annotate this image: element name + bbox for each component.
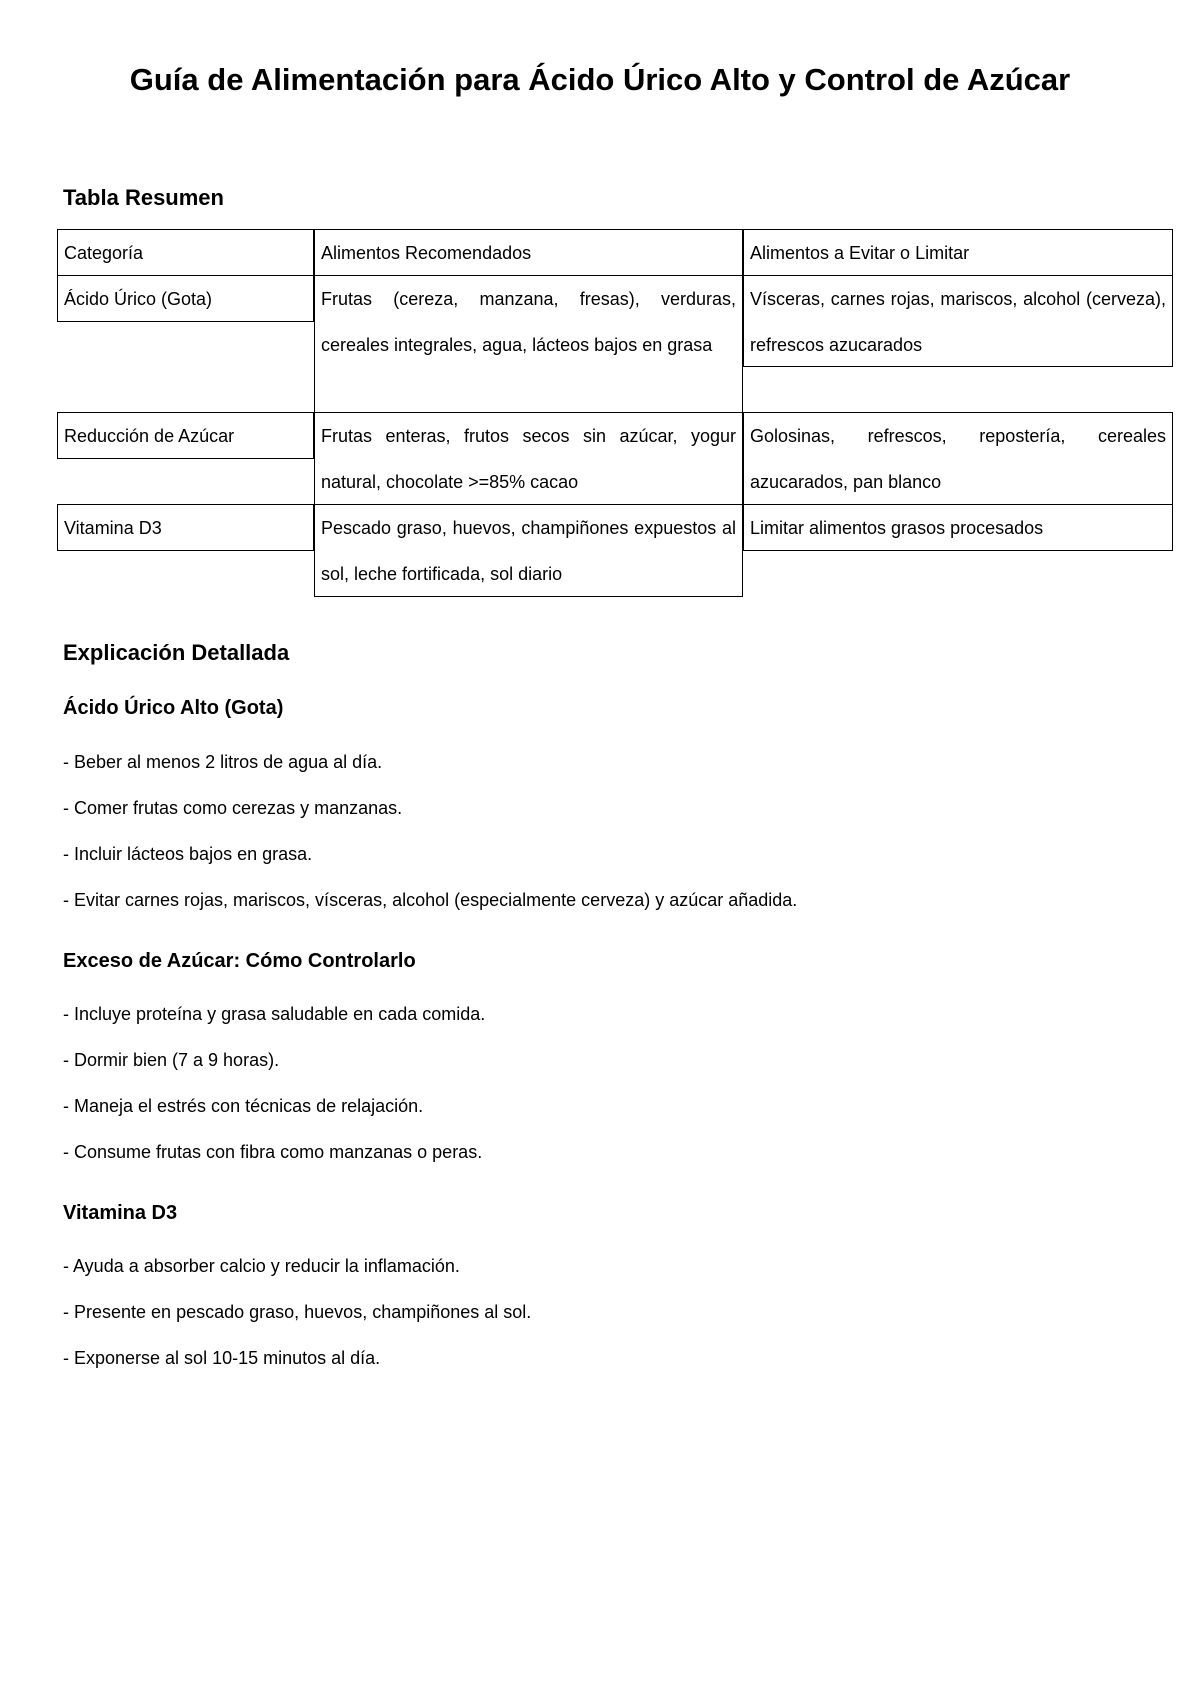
list-item: - Ayuda a absorber calcio y reducir la inflamación. <box>63 1256 460 1276</box>
page-title: Guía de Alimentación para Ácido Úrico Alto y Control de Azúcar <box>129 62 1071 97</box>
list-item: - Incluir lácteos bajos en grasa. <box>63 844 313 864</box>
table-header-recommended: Alimentos Recomendados <box>314 229 743 276</box>
vitamin-d3-list <box>63 1243 531 1381</box>
table-header-avoid: Alimentos a Evitar o Limitar <box>743 229 1173 276</box>
section-heading-vitamin-d3: Vitamina D3 <box>63 1202 178 1224</box>
table-cell-avoid: Limitar alimentos grasos procesados <box>743 504 1173 551</box>
list-item: - Beber al menos 2 litros de agua al día. <box>63 752 383 772</box>
table-cell-recommended: Pescado graso, huevos, champiñones expuestos al sol, leche fortificada, sol diario <box>314 504 743 597</box>
list-item: - Dormir bien (7 a 9 horas). <box>63 1050 280 1070</box>
table-cell-avoid: Golosinas, refrescos, repostería, cereales azucarados, pan blanco <box>743 412 1173 505</box>
list-item: - Presente en pescado graso, huevos, champiñones al sol. <box>63 1302 532 1322</box>
table-cell-avoid: Vísceras, carnes rojas, mariscos, alcohol (cerveza), refrescos azucarados <box>743 275 1173 367</box>
table-cell-category: Vitamina D3 <box>57 504 314 551</box>
section-heading-sugar: Exceso de Azúcar: Cómo Controlarlo <box>63 950 416 972</box>
section-heading-uric-acid: Ácido Úrico Alto (Gota) <box>63 697 284 719</box>
table-header-category: Categoría <box>57 229 314 276</box>
list-item: - Comer frutas como cerezas y manzanas. <box>63 798 403 818</box>
table-cell-recommended: Frutas enteras, frutos secos sin azúcar, yogur natural, chocolate >=85% cacao <box>314 412 743 505</box>
list-item: - Maneja el estrés con técnicas de relajación. <box>63 1096 424 1116</box>
list-item: - Consume frutas con fibra como manzanas o peras. <box>63 1142 483 1162</box>
table-cell-recommended: Frutas (cereza, manzana, fresas), verduras, cereales integrales, agua, lácteos bajos en grasa <box>314 275 743 413</box>
list-item: - Exponerse al sol 10-15 minutos al día. <box>63 1348 381 1368</box>
table-cell-category: Reducción de Azúcar <box>57 412 314 459</box>
table-cell-category: Ácido Úrico (Gota) <box>57 275 314 322</box>
list-item: - Incluye proteína y grasa saludable en cada comida. <box>63 1004 486 1024</box>
summary-heading: Tabla Resumen <box>63 185 224 210</box>
detail-heading: Explicación Detallada <box>63 640 290 665</box>
list-item: - Evitar carnes rojas, mariscos, vísceras, alcohol (especialmente cerveza) y azúcar añadida. <box>63 890 798 910</box>
uric-acid-list <box>63 739 797 923</box>
sugar-list <box>63 991 485 1175</box>
